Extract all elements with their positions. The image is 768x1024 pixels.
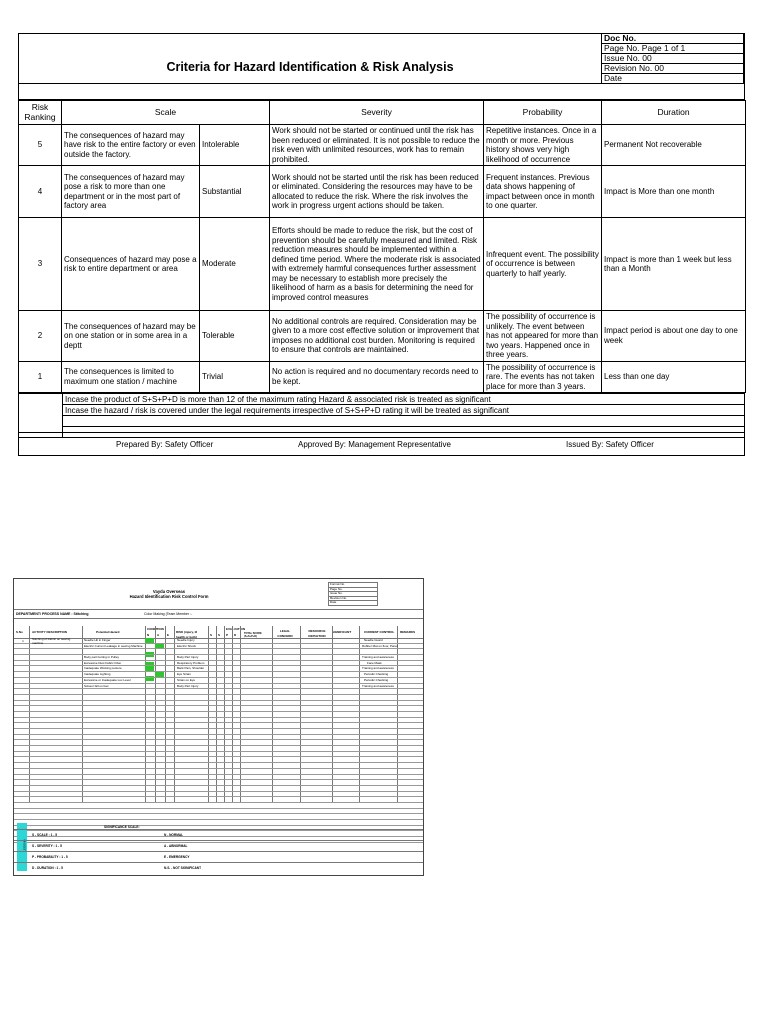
doc-no: Doc No. [602,34,744,44]
col-hazard: Potential Hazard [96,630,120,634]
scale-cell: Intolerable [200,125,270,166]
control-cell: Periodic Checking [364,672,389,677]
col-resource: RESOURCE DEPLETION [308,629,326,638]
note-line: Incase the product of S+S+P+D is more than 12 of the maximum rating Hazard & associated risk is treated as significant [63,394,745,405]
scale-desc-cell: The consequences of hazard may be on one station or in some area in a deptt [62,311,200,362]
scale-cell: Trivial [200,361,270,393]
col-total: TOTAL SCORE (S+S+P+D) [244,632,262,638]
scale-desc-cell: The consequences is limited to maximum one station / machine [62,361,200,393]
form-meta-table [328,582,378,606]
scale-cell: Substantial [200,166,270,218]
header-duration: Duration [602,101,746,125]
criteria-table [18,100,746,393]
significance-scale-label: SIGNIFICANCE SCALE: [104,825,140,829]
header-rank: Risk Ranking [19,101,62,125]
risk-cell: Strain on Eye [177,677,196,682]
form-meta-cell: Format No. [329,583,378,588]
probability-cell: The possibility of occurrence is rare. The events has not taken place for more than 3 years. [484,361,602,393]
hazard-cell: Excessive or Inadequate Lux Level [84,677,131,682]
note-line: Incase the hazard / risk is covered under the legal requirements irrespective of S+S+P+D rating it will be treated as significant [63,405,745,416]
control-cell: Needle Guard [364,638,383,642]
col-condition: CONDITION [147,627,164,631]
legend-right: N.S. - NOT SIGNIFICANT [164,866,202,870]
hazard-cell: Inadequate Lighting [84,672,111,677]
control-cell: Rubber Mat on floor, Panel [362,643,398,648]
signature-row [18,432,745,456]
form-rows [14,638,423,843]
col-risk: RISK (injury, ill health or both) [176,630,198,639]
approved-by: Approved By: Management Representative [298,440,451,449]
severity-cell: Efforts should be made to reduce the risk, but the cost of prevention should be carefully measured and limited. Risk reduction measures should be implemented within a defined time period. Where the moderate risk is associated with extremely harmful consequences further assessment may be necessary to establish more precisely the likelihood of harm as a basis for determining the need for improved control measures [270,218,484,311]
risk-cell: Body Part Injury [177,683,199,688]
spacer-row [18,84,745,100]
severity-cell: Work should not be started or continued until the risk has been reduced or eliminated. It is not possible to reduce the risk even with unlimited resources, work has to remain prohibited. [270,125,484,166]
hazard-cell: Excessive Dust Fabric Fiber [84,660,122,665]
severity-cell: Work should not be started until the risk has been reduced or eliminated. Considering the resources may have to be allocated to reduce the risk. Where the risk involves the work in progress urgent actions should be taken. [270,166,484,218]
page-no: Page No. Page 1 of 1 [602,44,744,54]
risk-cell: Respiratory Problem [177,660,205,665]
legend-left: P - PROBABILITY : 1 - 5 [32,855,68,859]
hazard-cell: Inadequate Working posture [84,666,122,671]
criteria-row [19,361,746,393]
department-row [14,609,423,619]
duration-cell: Impact is More than one month [602,166,746,218]
scale-desc-cell: The consequences of hazard may pose a risk to more than one department or in the most part of factory area [62,166,200,218]
hazard-cell: Needle Hit in Finger [84,638,111,642]
legend-left: D - DURATION : 1 - 5 [32,866,63,870]
control-cell: Training and awareness [362,666,394,671]
control-cell: Periodic Checking [364,677,389,682]
hazard-cell: Electric Current Leakage in sewing Machine [84,643,143,648]
risk-control-form [13,578,424,876]
rank-cell: 5 [19,125,62,166]
department-label: DEPARTMENT/ PROCESS NAME : Stitching [16,612,89,616]
severity-cell: No action is required and no documentary records need to be kept. [270,361,484,393]
criteria-row [19,218,746,311]
col-evaluation: EVALUATION [226,627,246,631]
issued-by: Issued By: Safety Officer [566,440,654,449]
col-s2: S [218,633,221,637]
document-meta-table [601,33,744,84]
table-row: 1 Stitching of Fabric on sewing machine Needle Hit in Finger Needle Injury Needle Guard [14,638,423,644]
prepared-by: Prepared By: Safety Officer [116,440,214,449]
duration-cell: Impact period is about one day to one week [602,311,746,362]
team-label: Color Making (Team Member :- [144,612,193,616]
activity-cell: Stitching of Fabric on sewing machine [32,637,71,645]
legend-right: A - ABNORMAL [164,844,188,848]
col-current-control: CURRENT CONTROL [364,630,395,634]
col-significant: SIGNIFICANT [332,630,352,634]
scale-desc-cell: Consequences of hazard may pose a risk to entire department or area [62,218,200,311]
legend-left: S - SCALE : 1 - 5 [32,833,57,837]
revision-no: Revision No. 00 [602,64,744,74]
scale-desc-cell: The consequences of hazard may have risk to the entire factory or even outside the factory. [62,125,200,166]
issue-no: Issue No. 00 [602,54,744,64]
rank-cell: 2 [19,311,62,362]
header-scale: Scale [62,101,270,125]
col-d: D [234,633,237,637]
document-title: Criteria for Hazard Identification & Risk Analysis [166,60,454,74]
criteria-header-row [19,101,746,125]
risk-cell: Eye Strain [177,672,191,677]
col-sno: S.No [16,630,23,634]
scale-cell: Moderate [200,218,270,311]
form-meta-cell: Issue No. [329,592,378,597]
col-remarks: REMARKS [400,630,416,634]
legend-right: N - NORMAL [164,833,184,837]
control-cell: Training and awareness [362,683,394,688]
col-s1: S [210,633,213,637]
duration-cell: Impact is more than 1 week but less than a Month [602,218,746,311]
criteria-row [19,311,746,362]
control-cell: Training and awareness [362,655,394,660]
header-probability: Probability [484,101,602,125]
document-header [18,33,745,84]
duration-cell: Less than one day [602,361,746,393]
criteria-row [19,125,746,166]
col-a: A [157,633,160,637]
hazard-cell: Body part hurting in Pulley [84,655,120,660]
form-title-block [14,589,324,599]
form-meta-cell: Page No. [329,587,378,592]
legend-block [14,829,423,873]
risk-cell: Body Part Injury [177,655,199,660]
col-legal: LEGAL CONCERN [277,629,293,638]
probability-cell: The possibility of occurrence is unlikely. The event between has not appeared for more than two years. Happened once in three years. [484,311,602,362]
form-title: Hazard Identification Risk Control Form [129,594,209,599]
form-meta-cell: Date [329,601,378,606]
legend-left: S - SEVERITY : 1 - 5 [32,844,62,848]
rank-cell: 4 [19,166,62,218]
risk-cell: Back Pain, Shoulder [177,666,205,671]
empty-line [63,416,745,427]
risk-cell: Needle Injury [177,638,195,642]
hazard-cell: Scissor fall on feet [84,683,109,688]
probability-cell: Repetitive instances. Once in a month or more. Previous history shows very high likelihood of occurrence [484,125,602,166]
severity-cell: No additional controls are required. Consideration may be given to a more cost effective solution or improvement that imposes no additional cost burden. Monitoring is required to ensure that controls are maintained. [270,311,484,362]
criteria-row [19,166,746,218]
col-n: N [147,633,150,637]
scale-cell: Tolerable [200,311,270,362]
probability-cell: Frequent instances. Previous data shows happening of impact between once in month to one quarter. [484,166,602,218]
risk-cell: Electric Shock [177,643,197,648]
col-activity: ACTIVITY DESCRIPTION [32,630,67,634]
date-field: Date [602,74,744,84]
form-meta-cell: Revision No. [329,596,378,601]
col-p: P [226,633,229,637]
rank-cell: 3 [19,218,62,311]
form-company: Vayda Overseas [152,589,186,594]
control-cell: Face Mask [367,660,382,665]
col-e: E [167,633,170,637]
rank-cell: 1 [19,361,62,393]
header-severity: Severity [270,101,484,125]
legend-tag: LEGEND [17,823,27,871]
duration-cell: Permanent Not recoverable [602,125,746,166]
probability-cell: Infrequent event. The possibility of occurrence is between quarterly to half yearly. [484,218,602,311]
legend-right: E - EMERGENCY [164,855,190,859]
